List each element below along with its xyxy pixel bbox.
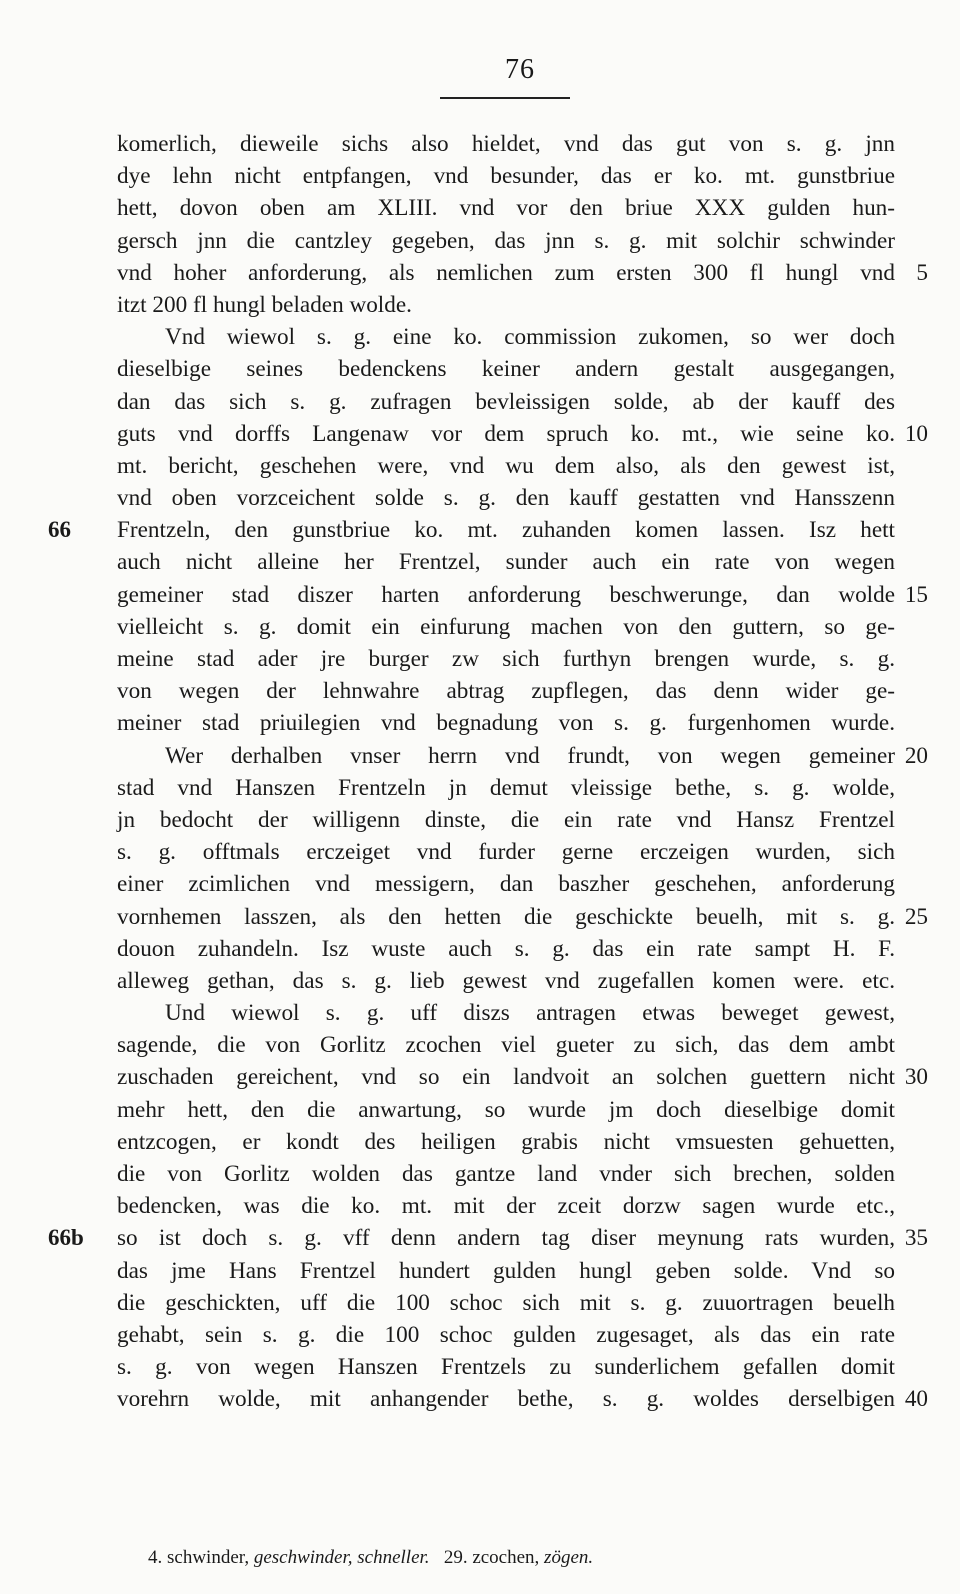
line-text: vnd oben vorzceichent solde s. g. den kauff gestatten vnd Hansszenn [117,485,895,512]
line-text: Wer derhalben vnser herrn vnd frundt, von wegen gemeiner [165,742,895,769]
line-text: dieselbige seines bedenckens keiner andern gestalt ausgegangen, [117,356,895,383]
line-text: vnd hoher anforderung, als nemlichen zum ersten 300 fl hungl vnd [117,259,895,286]
footnote-gloss-2: zögen. [544,1547,594,1568]
footnote-ref-1: 4. schwinder, [148,1547,250,1568]
line-text: guts vnd dorffs Langenaw vor dem spruch ko. mt., wie seine ko. [117,420,895,447]
line-text: die geschickten, uff die 100 schoc sich mit s. g. zuuortragen beuelh [117,1289,895,1316]
line-number: 15 [904,581,928,608]
line-text: Und wiewol s. g. uff diszs antragen etwas beweget gewest, [165,1000,895,1027]
text-line [0,643,960,675]
line-text: die von Gorlitz wolden das gantze land vnder sich brechen, solden [117,1161,895,1187]
line-text: zuschaden gereichent, vnd so ein landvoit an solchen guettern nicht [117,1064,895,1091]
text-line [0,1061,960,1093]
text-line [0,1255,960,1287]
line-text: vielleicht s. g. domit ein einfurung machen von den guttern, so ge- [117,613,895,640]
text-line [0,321,960,353]
line-text: mt. bericht, geschehen were, vnd wu dem also, als den gewest ist, [117,452,895,479]
text-line [0,1029,960,1061]
text-line [0,257,960,289]
text-line [0,707,960,739]
line-text: dan das sich s. g. zufragen bevleissigen solde, ab der kauff des [117,388,895,415]
line-text: stad vnd Hanszen Frentzeln jn demut vleissige bethe, s. g. wolde, [117,774,895,801]
line-text: sagende, die von Gorlitz zcochen viel gueter zu sich, das dem ambt [117,1032,895,1059]
line-text: meine stad ader jre burger zw sich furthyn brengen wurde, s. g. [117,646,895,672]
text-line [0,997,960,1029]
line-text: gersch jnn die cantzley gegeben, das jnn s. g. mit solchir schwinder [117,227,895,254]
line-text: auch nicht alleine her Frentzel, sunder auch ein rate von wegen [117,549,895,576]
text-line [0,514,960,546]
line-text: gemeiner stad diszer harten anforderung beschwerunge, dan wolde [117,581,895,608]
text-line [0,965,960,997]
line-text: mehr hett, den die anwartung, so wurde jm doch dieselbige domit [117,1096,895,1123]
text-line [0,740,960,772]
line-number: 20 [904,742,928,769]
text-line [0,418,960,450]
text-line [0,482,960,514]
line-text: vorehrn wolde, mit anhangender bethe, s. g. woldes derselbigen [117,1386,895,1413]
text-line [0,128,960,160]
text-line [0,901,960,933]
text-line [0,1222,960,1254]
margin-folio-note: 66b [48,1225,84,1251]
text-line [0,1158,960,1190]
text-line [0,225,960,257]
text-line [0,386,960,418]
line-text: douon zuhandeln. Isz wuste auch s. g. das ein rate sampt H. F. [117,935,895,962]
text-line [0,611,960,643]
line-text: gehabt, sein s. g. die 100 schoc gulden zugesaget, als das ein rate [117,1321,895,1348]
line-text: s. g. von wegen Hanszen Frentzels zu sunderlichem gefallen domit [117,1354,895,1381]
line-text: dye lehn nicht entpfangen, vnd besunder, das er ko. mt. gunstbriue [117,163,895,190]
line-text: Vnd wiewol s. g. eine ko. commission zukomen, so wer doch [165,324,895,351]
text-line [0,1094,960,1126]
text-line [0,675,960,707]
footnote-ref-2: 29. zcochen, [443,1547,540,1568]
line-text: von wegen der lehnwahre abtrag zupflegen, das denn wider ge- [117,678,895,705]
line-text: so ist doch s. g. vff denn andern tag diser meynung rats wurden, [117,1225,895,1252]
line-text: bedencken, was die ko. mt. mit der zceit dorzw sagen wurde etc., [117,1193,895,1220]
text-line [0,353,960,385]
text-line [0,289,960,321]
text-line [0,868,960,900]
margin-folio-note: 66 [48,517,71,543]
text-line [0,1190,960,1222]
line-text: einer zcimlichen vnd messigern, dan baszher geschehen, anforderung [117,871,895,898]
line-text: alleweg gethan, das s. g. lieb gewest vnd zugefallen komen were. etc. [117,967,895,994]
line-text: hett, dovon oben am XLIII. vnd vor den briue XXX gulden hun- [117,195,895,222]
text-line [0,1383,960,1415]
line-number: 35 [904,1225,928,1252]
line-number: 30 [904,1064,928,1091]
text-line [0,1319,960,1351]
text-line [0,933,960,965]
page-number-rule [440,97,570,99]
text-line [0,546,960,578]
text-line [0,804,960,836]
text-line [0,450,960,482]
line-number: 5 [916,259,928,286]
line-number: 40 [904,1386,928,1413]
line-text: itzt 200 fl hungl beladen wolde. [117,291,412,318]
text-line [0,772,960,804]
line-text: Frentzeln, den gunstbriue ko. mt. zuhanden komen lassen. Isz hett [117,517,895,544]
text-line [0,192,960,224]
footnote-gloss-1: geschwinder, schneller. [253,1547,430,1568]
line-text: s. g. offtmals erczeiget vnd furder gerne erczeigen wurden, sich [117,839,895,866]
line-text: komerlich, dieweile sichs also hieldet, vnd das gut von s. g. jnn [117,131,895,157]
text-line [0,836,960,868]
main-text-block [0,128,960,1416]
footnote [148,1547,593,1569]
text-line [0,579,960,611]
line-text: vornhemen lasszen, als den hetten die geschickte beuelh, mit s. g. [117,903,895,930]
line-number: 25 [904,903,928,930]
page-number: 76 [505,54,535,85]
text-line [0,160,960,192]
line-text: jn bedocht der willigenn dinste, die ein rate vnd Hansz Frentzel [117,806,895,833]
line-text: meiner stad priuilegien vnd begnadung von s. g. furgenhomen wurde. [117,710,895,737]
text-line [0,1351,960,1383]
line-text: entzcogen, er kondt des heiligen grabis nicht vmsuesten gehuetten, [117,1128,895,1155]
text-line [0,1126,960,1158]
line-number: 10 [904,420,928,447]
text-line [0,1287,960,1319]
line-text: das jme Hans Frentzel hundert gulden hungl geben solde. Vnd so [117,1257,895,1284]
